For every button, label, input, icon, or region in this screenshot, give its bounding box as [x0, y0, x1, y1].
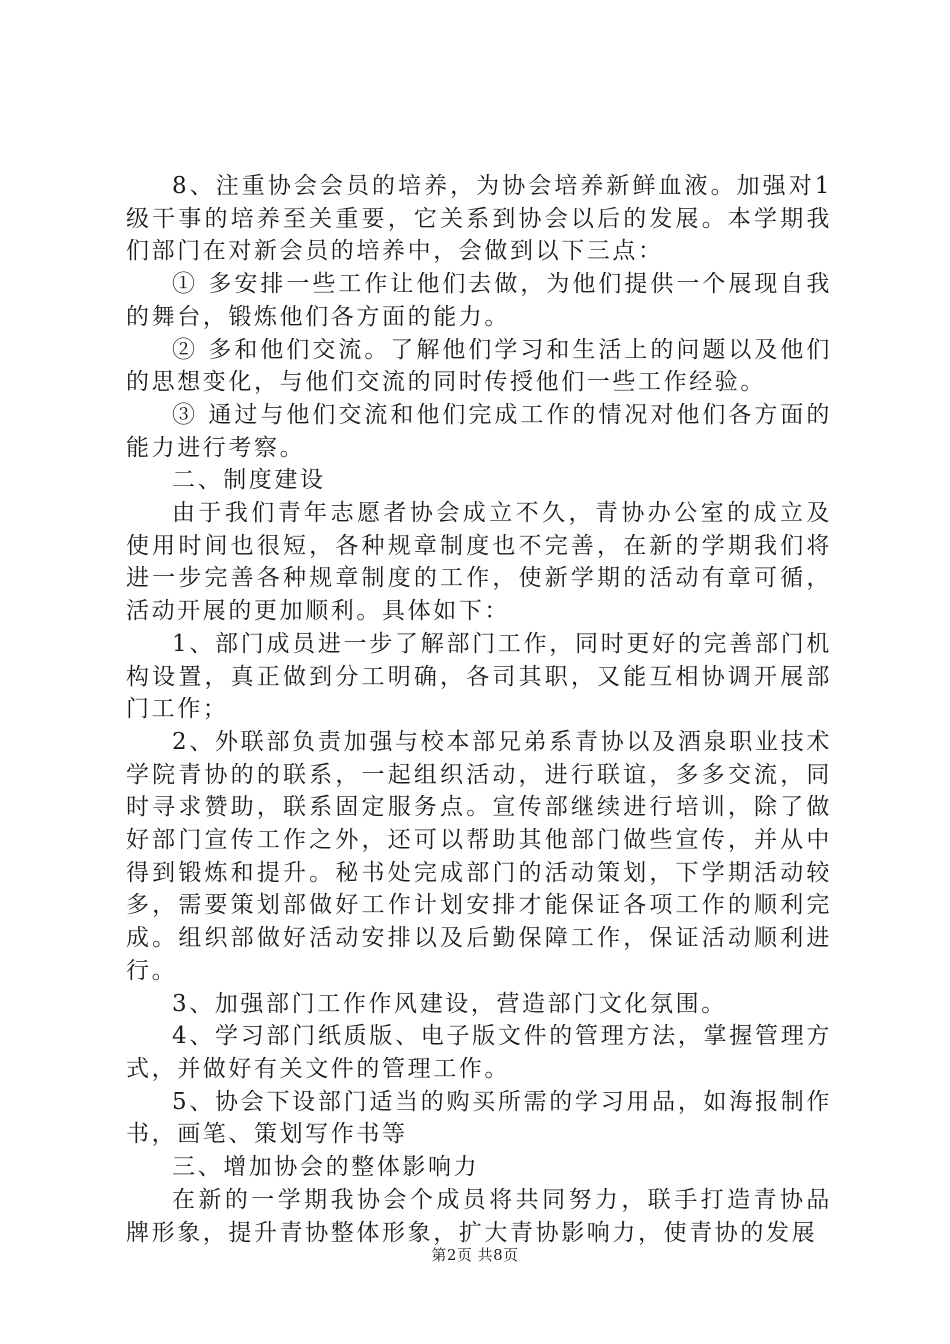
paragraph-item-2: 2、外联部负责加强与校本部兄弟系青协以及酒泉职业技术学院青协的的联系，一起组织活动，进行联谊，多多交流，同时寻求赞助，联系固定服务点。宣传部继续进行培训，除了做好部门宣传工作之外，还可以帮助其他部门做些宣传，并从中得到锻炼和提升。秘书处完成部门的活动策划，下学期活动较多，需要策划部做好工作计划安排才能保证各项工作的顺利完成。组织部做好活动安排以及后勤保障工作，保证活动顺利进行。 [126, 728, 832, 984]
paragraph-item-4: 4、学习部门纸质版、电子版文件的管理方法，掌握管理方式，并做好有关文件的管理工作。 [126, 1023, 832, 1082]
section-heading-system: 二、制度建设 [172, 467, 326, 494]
paragraph-item-1: 1、部门成员进一步了解部门工作，同时更好的完善部门机构设置，真正做到分工明确，各司其职，又能互相协调开展部门工作； [126, 630, 832, 723]
paragraph-item-5: 5、协会下设部门适当的购买所需的学习用品，如海报制作书，画笔、策划写作书等 [126, 1088, 832, 1148]
paragraph-influence-intro: 在新的一学期我协会个成员将共同努力，联手打造青协品牌形象，提升青协整体形象，扩大青协影响力，使青协的发展 [126, 1186, 832, 1246]
paragraph-point-2: ② 多和他们交流。了解他们学习和生活上的问题以及他们的思想变化，与他们交流的同时传授他们一些工作经验。 [126, 336, 832, 396]
page-number-footer: 第2页 共8页 [431, 1246, 519, 1264]
paragraph-system-intro: 由于我们青年志愿者协会成立不久，青协办公室的成立及使用时间也很短，各种规章制度也不完善，在新的学期我们将进一步完善各种规章制度的工作，使新学期的活动有章可循，活动开展的更加顺利。具体如下： [126, 500, 832, 625]
paragraph-item-3: 3、加强部门工作作风建设，营造部门文化氛围。 [172, 990, 727, 1017]
paragraph-point-3: ③ 通过与他们交流和他们完成工作的情况对他们各方面的能力进行考察。 [126, 401, 832, 461]
document-body [126, 170, 832, 1249]
section-heading-influence: 三、增加协会的整体影响力 [172, 1154, 480, 1181]
paragraph-point-1: ① 多安排一些工作让他们去做，为他们提供一个展现自我的舞台，锻炼他们各方面的能力。 [126, 271, 832, 330]
paragraph-member-training: 8、注重协会会员的培养，为协会培养新鲜血液。加强对1级干事的培养至关重要，它关系到协会以后的发展。本学期我们部门在对新会员的培养中，会做到以下三点： [126, 173, 832, 265]
